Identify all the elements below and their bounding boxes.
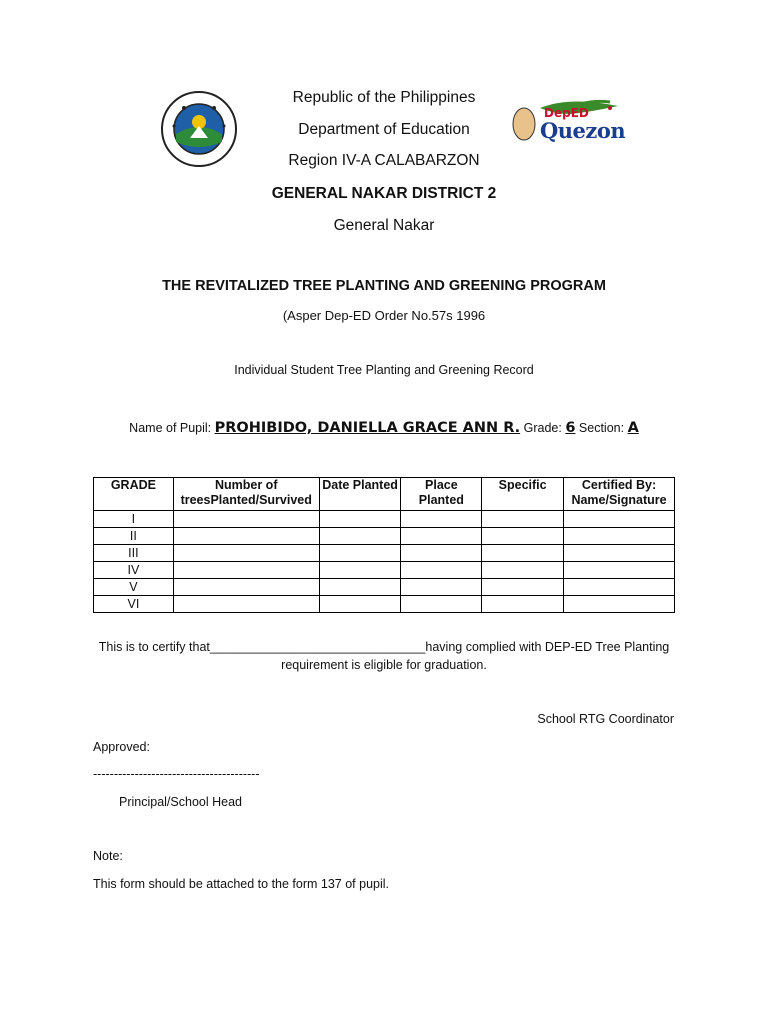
place-cell[interactable]: [401, 511, 482, 528]
trees-cell[interactable]: [173, 545, 319, 562]
section-value: A: [627, 420, 639, 436]
table-row: [94, 511, 675, 528]
certified-cell[interactable]: [564, 528, 675, 545]
date-cell[interactable]: [319, 528, 401, 545]
quezon-logo-text: Quezon: [540, 118, 626, 143]
table-row: [94, 545, 675, 562]
specific-cell[interactable]: [482, 545, 564, 562]
pupil-name-value: PROHIBIDO, DANIELLA GRACE ANN R.: [214, 420, 521, 436]
planting-record-table: [93, 477, 675, 613]
certified-cell[interactable]: [564, 511, 675, 528]
pupil-name-label: Name of Pupil:: [129, 421, 212, 435]
place-cell[interactable]: [401, 528, 482, 545]
table-row: [94, 579, 675, 596]
certified-cell[interactable]: [564, 562, 675, 579]
place-cell[interactable]: [401, 545, 482, 562]
certified-cell[interactable]: [564, 545, 675, 562]
certified-cell[interactable]: [564, 596, 675, 613]
date-cell[interactable]: [319, 596, 401, 613]
coordinator-label: School RTG Coordinator: [537, 712, 674, 726]
date-cell[interactable]: [319, 562, 401, 579]
signature-dash-line: ----------------------------------------: [93, 767, 260, 781]
place-cell[interactable]: [401, 596, 482, 613]
certify-line-1: This is to certify that_______________________________having complied with DEP-ED Tree Planting: [98, 640, 670, 654]
grade-cell: I: [94, 511, 174, 528]
specific-cell[interactable]: [482, 596, 564, 613]
header-republic: Republic of the Philippines: [292, 89, 476, 106]
grade-cell: III: [94, 545, 174, 562]
col-header-date-planted: Date Planted: [319, 478, 401, 511]
grade-label: Grade:: [523, 421, 562, 435]
date-cell[interactable]: [319, 545, 401, 562]
header-district: GENERAL NAKAR DISTRICT 2: [271, 185, 497, 202]
grade-cell: VI: [94, 596, 174, 613]
trees-cell[interactable]: [173, 596, 319, 613]
certified-cell[interactable]: [564, 579, 675, 596]
col-header-certified-by: Certified By: Name/Signature: [564, 478, 675, 511]
approved-label: Approved:: [93, 740, 150, 754]
col-header-number-trees: Number of treesPlanted/Survived: [173, 478, 319, 511]
specific-cell[interactable]: [482, 579, 564, 596]
trees-cell[interactable]: [173, 562, 319, 579]
specific-cell[interactable]: [482, 511, 564, 528]
table-header-row: [94, 478, 675, 511]
grade-value: 6: [565, 420, 576, 436]
table-row: [94, 596, 675, 613]
principal-label: Principal/School Head: [119, 795, 242, 809]
grade-cell: II: [94, 528, 174, 545]
trees-cell[interactable]: [173, 511, 319, 528]
table-row: [94, 562, 675, 579]
col-header-specific: Specific: [482, 478, 564, 511]
trees-cell[interactable]: [173, 579, 319, 596]
specific-cell[interactable]: [482, 528, 564, 545]
grade-cell: IV: [94, 562, 174, 579]
date-cell[interactable]: [319, 511, 401, 528]
col-header-place-planted: Place Planted: [401, 478, 482, 511]
grade-cell: V: [94, 579, 174, 596]
section-label: Section:: [578, 421, 625, 435]
header-region: Region IV-A CALABARZON: [288, 152, 480, 169]
place-cell[interactable]: [401, 579, 482, 596]
pupil-info-line: [0, 420, 768, 436]
program-subtitle: (Asper Dep-ED Order No.57s 1996: [282, 308, 486, 323]
place-cell[interactable]: [401, 562, 482, 579]
trees-cell[interactable]: [173, 528, 319, 545]
certify-line-2: requirement is eligible for graduation.: [281, 658, 487, 672]
header-municipality: General Nakar: [333, 217, 435, 234]
note-text: This form should be attached to the form 137 of pupil.: [93, 877, 390, 891]
table-row: [94, 528, 675, 545]
program-title: THE REVITALIZED TREE PLANTING AND GREENING PROGRAM: [162, 278, 606, 294]
deped-logo-text: DepED: [544, 106, 589, 120]
date-cell[interactable]: [319, 579, 401, 596]
note-label: Note:: [93, 849, 123, 863]
header-department: Department of Education: [298, 121, 470, 138]
col-header-grade: GRADE: [94, 478, 174, 511]
record-title: Individual Student Tree Planting and Greening Record: [234, 363, 534, 377]
specific-cell[interactable]: [482, 562, 564, 579]
